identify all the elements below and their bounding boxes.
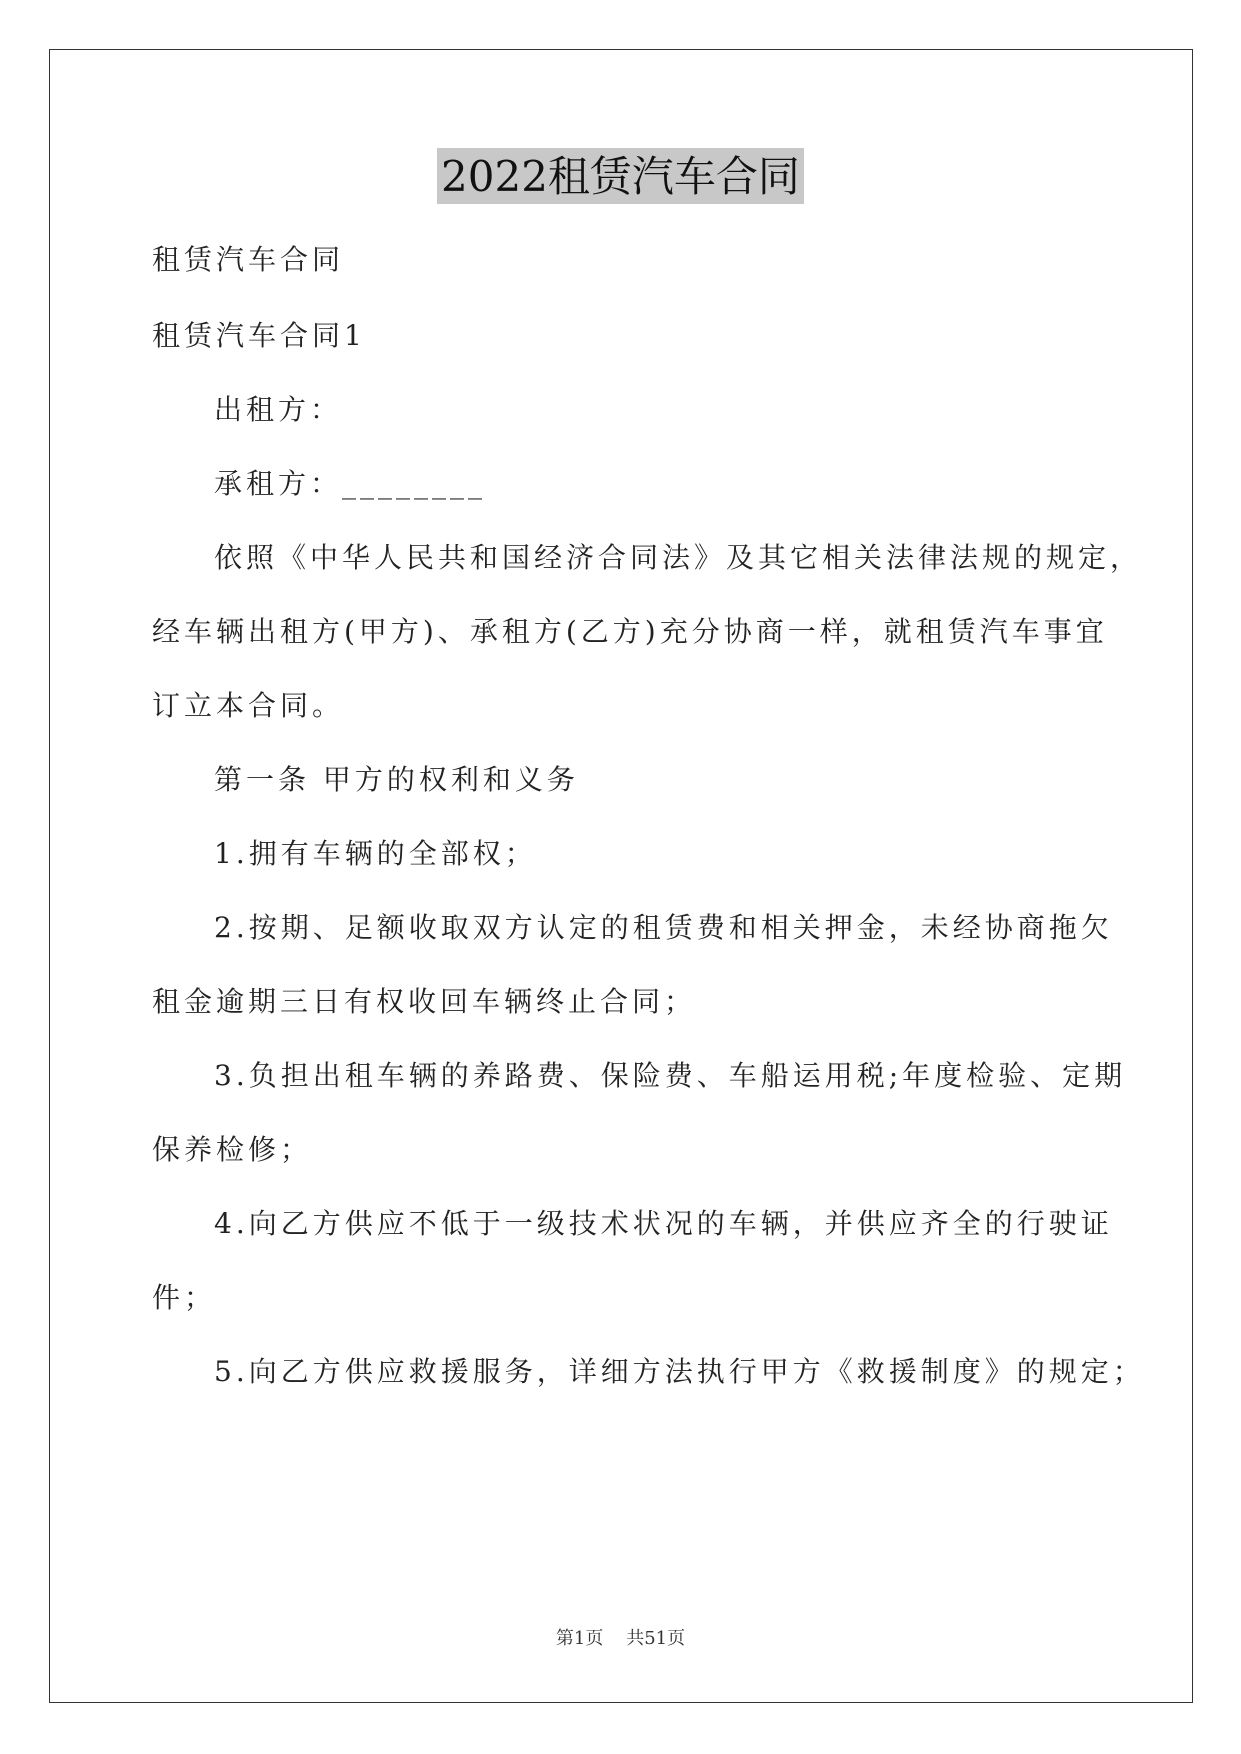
lessor-line: 出租方：: [214, 393, 343, 426]
paragraph-line: 经车辆出租方(甲方)、承租方(乙方)充分协商一样，就租赁汽车事宜: [152, 615, 1108, 648]
page-border: [49, 49, 1193, 1703]
page-footer: 第1页 共51页: [555, 1628, 686, 1649]
lessee-line: 承租方：________: [214, 467, 487, 500]
clause-line: 租金逾期三日有权收回车辆终止合同；: [152, 985, 697, 1018]
paragraph-line: 依照《中华人民共和国经济合同法》及其它相关法律法规的规定，: [214, 541, 1143, 574]
heading-line: 租赁汽车合同: [152, 243, 345, 276]
paragraph-line: 订立本合同。: [152, 689, 345, 722]
document-title-wrap: [0, 148, 1241, 204]
clause-line: 2.按期、足额收取双方认定的租赁费和相关押金，未经协商拖欠: [214, 911, 1113, 944]
subheading-line: 租赁汽车合同1: [152, 319, 366, 352]
clause-line: 1.拥有车辆的全部权；: [214, 837, 537, 870]
clause-line: 4.向乙方供应不低于一级技术状况的车辆，并供应齐全的行驶证: [214, 1207, 1113, 1240]
clause-line: 件；: [152, 1281, 217, 1314]
clause-line: 保养检修；: [152, 1133, 313, 1166]
clause-line: 3.负担出租车辆的养路费、保险费、车船运用税;年度检验、定期: [214, 1059, 1127, 1092]
article-heading: 第一条 甲方的权利和义务: [214, 763, 579, 796]
document-title: 2022租赁汽车合同: [437, 148, 804, 204]
clause-line: 5.向乙方供应救援服务，详细方法执行甲方《救援制度》的规定；: [214, 1355, 1145, 1388]
